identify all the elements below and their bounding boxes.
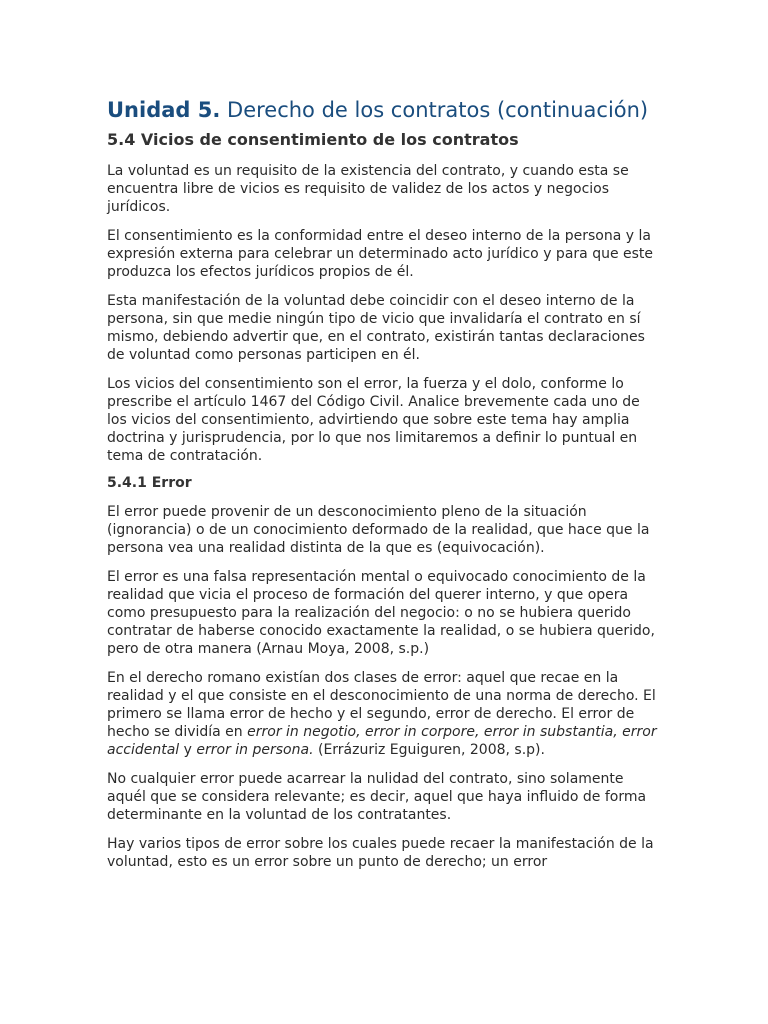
paragraph-text: y	[179, 742, 197, 758]
paragraph: No cualquier error puede acarrear la nulidad del contrato, sino solamente aquél que se considera relevante; es decir, aquel que haya influido de forma determinante en la voluntad de los contratantes.	[107, 771, 647, 823]
paragraph-text: (Errázuriz Eguiguren, 2008, s.p).	[313, 742, 545, 758]
subsection-title: 5.4.1 Error	[107, 475, 192, 491]
paragraph: El error es una falsa representación mental o equivocado conocimiento de la realidad que vicia el proceso de formación del querer interno, y que opera como presupuesto para la realización del negocio: o no se hubiera querido contratar de haberse conocido exactamente la realidad, o se hubiera querido, pero de otra manera (Arnau Moya, 2008, s.p.)	[107, 569, 655, 657]
section-title: 5.4 Vicios de consentimiento de los contratos	[107, 130, 519, 149]
document-page	[107, 97, 663, 871]
paragraph-text: En el derecho romano existían dos clases de error: aquel que recae en la realidad y el que consiste en el desconocimiento de una norma de derecho. El primero se llama error de hecho y el segundo, error de derecho. El error de hecho se dividía en	[107, 670, 656, 740]
paragraph: Los vicios del consentimiento son el error, la fuerza y el dolo, conforme lo prescribe el artículo 1467 del Código Civil. Analice brevemente cada uno de los vicios del consentimiento, advirtiendo que sobre este tema hay amplia doctrina y jurisprudencia, por lo que nos limitaremos a definir lo puntual en tema de contratación.	[107, 376, 640, 464]
paragraph: El error puede provenir de un desconocimiento pleno de la situación (ignorancia) o de un conocimiento deformado de la realidad, que hace que la persona vea una realidad distinta de la que es (equivocación).	[107, 504, 650, 556]
paragraph: Hay varios tipos de error sobre los cuales puede recaer la manifestación de la voluntad, esto es un error sobre un punto de derecho; un error	[107, 836, 654, 870]
italic-term: error in negotio, error in corpore, error in substantia, error accidental	[107, 724, 657, 758]
paragraph: Esta manifestación de la voluntad debe coincidir con el deseo interno de la persona, sin que medie ningún tipo de vicio que invalidaría el contrato en sí mismo, debiendo advertir que, en el contrato, existirán tantas declaraciones de voluntad como personas participen en él.	[107, 293, 645, 363]
unit-number: Unidad 5.	[107, 98, 221, 122]
italic-term: error in persona.	[196, 742, 314, 758]
unit-title: Derecho de los contratos (continuación)	[220, 98, 649, 122]
paragraph: El consentimiento es la conformidad entre el deseo interno de la persona y la expresión externa para celebrar un determinado acto jurídico y para que este produzca los efectos jurídicos propios de él.	[107, 228, 654, 280]
paragraph: La voluntad es un requisito de la existencia del contrato, y cuando esta se encuentra libre de vicios es requisito de validez de los actos y negocios jurídicos.	[107, 163, 629, 215]
paragraph-roman-law	[107, 669, 663, 759]
unit-heading	[107, 97, 663, 123]
